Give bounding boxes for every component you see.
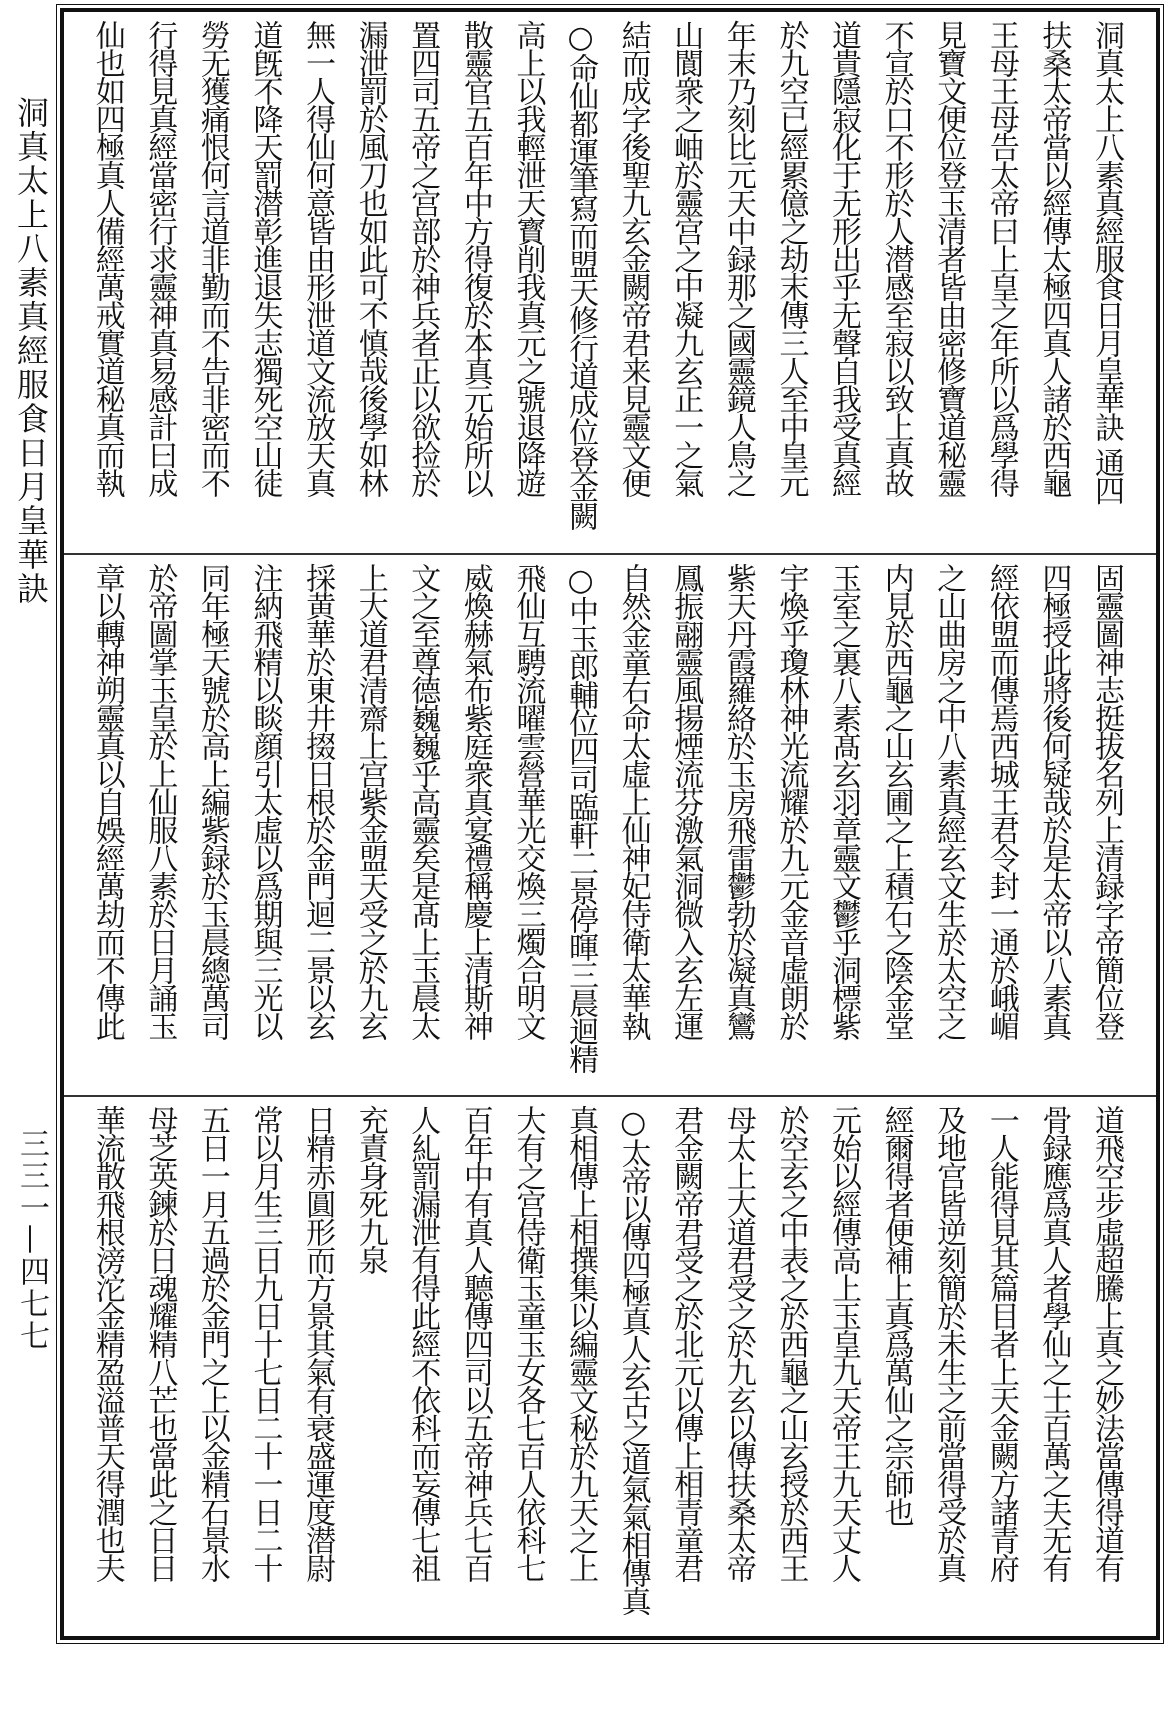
text-column: 及地宫皆逆刻簡於未生之前當得受於真 xyxy=(931,1105,967,1581)
text-column: ○中玉郎輔位四司臨軒二景停暉三晨迴精 xyxy=(563,563,599,1072)
text-column: 宇煥乎瓊林神光流耀於九元金音虛朗於 xyxy=(773,563,809,1039)
text-column: 採黄華於東井掇日根於金門迴二景以玄 xyxy=(300,563,336,1039)
text-column: 同年極天號於高上編紫録於玉晨總萬司 xyxy=(194,563,230,1039)
text-column: 道貴隱寂化于无形出乎无聲自我受真經 xyxy=(826,20,862,496)
text-block-bottom xyxy=(64,1097,1156,1636)
text-column: 於空玄之中表之於西龜之山玄授於西王 xyxy=(773,1105,809,1581)
text-column: 仙也如四極真人備經萬戒實道秘真而執 xyxy=(89,20,125,496)
text-column: 經依盟而傳焉西城王君令封一通於峨嵋 xyxy=(983,563,1019,1039)
text-column: 母芝英鍊於日魂耀精八芒也當此之日日 xyxy=(142,1105,178,1581)
text-column: 經爾得者便補上真爲萬仙之宗師也 xyxy=(878,1105,914,1525)
text-column: 扶桑太帝當以經傳太極四真人諸於西龜 xyxy=(1036,20,1072,496)
text-column: 威煥赫氣布紫庭衆真宴禮稱慶上清斯神 xyxy=(457,563,493,1039)
text-column: 王母王母告太帝曰上皇之年所以爲學得 xyxy=(983,20,1019,496)
text-column: 鳳振翮靈風揚煙流芬激氣洞微入玄左運 xyxy=(668,563,704,1039)
text-column: 行得見真經當密行求靈神真易感計曰成 xyxy=(142,20,178,496)
text-column: 道旣不降天罰潜彰進退失志獨死空山徒 xyxy=(247,20,283,496)
text-column: 高上以我輕泄天寳削我真元之號退降遊 xyxy=(510,20,546,496)
text-column: 無一人得仙何意皆由形泄道文流放天真 xyxy=(300,20,336,496)
text-column: 母太上大道君受之於九玄以傳扶桑太帝 xyxy=(720,1105,756,1581)
text-column: 漏泄罰於風刀也如此可不慎哉後學如林 xyxy=(352,20,388,496)
text-column: 玉室之裏八素髙玄羽章靈文鬱乎洞標紫 xyxy=(826,563,862,1039)
text-column: 紫天丹霞羅絡於玉房飛雷鬱勃於凝真鸞 xyxy=(720,563,756,1039)
text-column: 置四司五帝之宫部於神兵者正以欲捡於 xyxy=(405,20,441,496)
text-column: 固靈圖神志挺拔名列上清録字帝簡位登 xyxy=(1089,563,1124,1039)
text-column: 見寶文便位登玉清者皆由密修寶道秘靈 xyxy=(931,20,967,496)
text-block-middle xyxy=(64,555,1156,1097)
margin-book-title: 洞真太上八素真經服食日月皇華訣 xyxy=(12,96,50,606)
text-column: 百年中有真人聽傳四司以五帝神兵七百 xyxy=(457,1105,493,1581)
text-column: 充責身死九泉 xyxy=(352,1105,388,1273)
text-column: 結而成字後聖九玄金闕帝君来見靈文便 xyxy=(615,20,651,496)
text-column: ○太帝以傳四極真人玄古之道氣氣相傳真 xyxy=(615,1105,651,1614)
text-column: 山閬衆之岫於靈宫之中凝九玄正一之氣 xyxy=(668,20,704,496)
text-column: 勞无獲痛恨何言道非勤而不告非密而不 xyxy=(194,20,230,496)
text-column: 年末乃刻比元天中録那之國靈鏡人鳥之 xyxy=(720,20,756,496)
text-column: 注納飛精以睒顔引太虛以爲期與三光以 xyxy=(247,563,283,1039)
text-column: 五日一月五過於金門之上以金精石景水 xyxy=(194,1105,230,1581)
margin-page-number: 三三一—四七七 xyxy=(14,1128,49,1352)
text-column: 不宣於口不形於人潜感至寂以致上真故 xyxy=(878,20,914,496)
text-column: 元始以經傳高上玉皇九天帝王九天丈人 xyxy=(826,1105,862,1581)
page-frame xyxy=(60,8,1160,1640)
text-column: 道飛空步虛超騰上真之妙法當傳得道有 xyxy=(1089,1105,1124,1581)
text-column: 君金闕帝君受之於北元以傳上相青童君 xyxy=(668,1105,704,1581)
text-column: 骨録應爲真人者學仙之士百萬之夫无有 xyxy=(1036,1105,1072,1581)
text-column: 一人能得見其篇目者上天金闕方諸青府 xyxy=(983,1105,1019,1581)
text-column: 飛仙互騁流曜雲營華光交煥三燭合明文 xyxy=(510,563,546,1039)
text-block-top xyxy=(64,12,1156,555)
text-column: 文之至尊德巍巍乎高靈矣是髙上玉晨太 xyxy=(405,563,441,1039)
text-column: 散靈官五百年中方得復於本真元始所以 xyxy=(457,20,493,496)
text-column: 真相傳上相撰集以編靈文秘於九天之上 xyxy=(563,1105,599,1581)
text-column: 華流散飛根滂沱金精盈溢普天得潤也夫 xyxy=(89,1105,125,1581)
text-column: 日精赤圓形而方景其氣有衰盛運度潜尉 xyxy=(300,1105,336,1581)
text-column: 於九空已經累億之劫末傳三人至中皇元 xyxy=(773,20,809,496)
text-column: 常以月生三日九日十七日二十一日二十 xyxy=(247,1105,283,1581)
text-column: 於帝圖掌玉皇於上仙服八素於日月誦玉 xyxy=(142,563,178,1039)
text-column: 人糺罰漏泄有得此經不依科而妄傳七祖 xyxy=(405,1105,441,1581)
text-column: 自然金童右命太虛上仙神妃侍衛太華執 xyxy=(615,563,651,1039)
text-column: 之山曲房之中八素真經玄文生於太空之 xyxy=(931,563,967,1039)
text-column: 上大道君清齋上宫紫金盟天受之於九玄 xyxy=(352,563,388,1039)
text-column: 章以轉神朔靈真以自娛經萬劫而不傳此 xyxy=(89,563,125,1039)
text-column: 四極授此將後何疑哉於是太帝以八素真 xyxy=(1036,563,1072,1039)
text-column: 内見於西龜之山玄圃之上積石之陰金堂 xyxy=(878,563,914,1039)
text-column: 洞真太上八素真經服食日月皇華訣 通四 xyxy=(1089,20,1124,504)
text-column: ○命仙都運筆寫而盟天修行道成位登金闕 xyxy=(563,20,599,529)
text-column: 大有之宫侍衛玉童玉女各七百人依科七 xyxy=(510,1105,546,1581)
